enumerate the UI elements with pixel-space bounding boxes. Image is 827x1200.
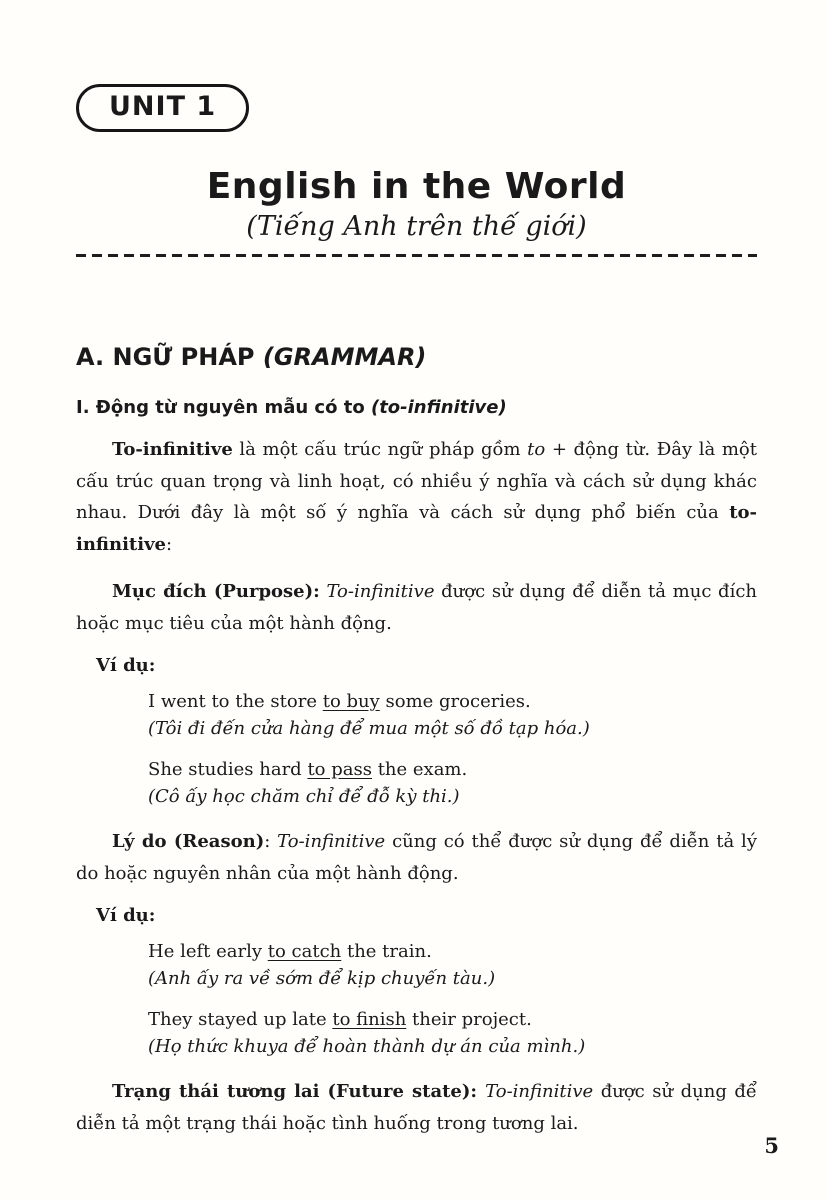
example-key-phrase: to catch	[267, 941, 342, 962]
grammar-heading-text: A. NGỮ PHÁP	[76, 343, 263, 371]
intro-text-3: :	[166, 533, 173, 555]
page-title: English in the World	[206, 166, 627, 207]
example-post: some groceries.	[379, 691, 531, 712]
future-lead: Trạng thái tương lai (Future state):	[112, 1081, 486, 1102]
intro-term: To-infinitive	[112, 439, 233, 460]
example-sentence	[148, 688, 757, 715]
topic-heading-paren: (to-infinitive)	[370, 397, 507, 418]
grammar-heading-paren: (GRAMMAR)	[262, 343, 427, 371]
topic-heading-text: I. Động từ nguyên mẫu có to	[76, 397, 371, 418]
future-text: được sử dụng để diễn tả một trạng thái hoặc tình huống trong tương lai.	[76, 1081, 757, 1134]
example-pair	[148, 688, 757, 742]
intro-paragraph	[76, 434, 757, 560]
example-post: the exam.	[371, 759, 468, 780]
reason-lead: Lý do (Reason)	[112, 831, 265, 852]
unit-badge	[76, 84, 249, 132]
example-translation: (Tôi đi đến cửa hàng để mua một số đồ tạp hóa.)	[148, 718, 590, 739]
example-sentence	[148, 938, 757, 965]
page-subtitle: (Tiếng Anh trên thế giới)	[246, 211, 587, 242]
reason-term: To-infinitive	[277, 831, 386, 852]
example-pre: They stayed up late	[148, 1009, 333, 1030]
example-key-phrase: to buy	[322, 691, 380, 712]
purpose-lead: Mục đích (Purpose):	[112, 581, 320, 602]
dashed-divider	[76, 254, 757, 257]
example-post: their project.	[406, 1009, 532, 1030]
purpose-term: To-infinitive	[319, 581, 435, 602]
example-post: the train.	[341, 941, 432, 962]
future-term: To-infinitive	[485, 1081, 594, 1102]
example-translation: (Anh ấy ra về sớm để kịp chuyến tàu.)	[148, 968, 496, 989]
unit-label: UNIT 1	[109, 91, 217, 122]
example-pair	[148, 756, 757, 810]
grammar-section-heading	[76, 343, 757, 371]
future-state-paragraph	[76, 1076, 757, 1139]
example-pair	[148, 1006, 757, 1060]
purpose-paragraph	[76, 576, 757, 639]
example-pre: I went to the store	[148, 691, 323, 712]
intro-term-2: to-infinitive	[76, 502, 757, 555]
reason-colon: :	[264, 831, 278, 852]
example-pre: He left early	[148, 941, 268, 962]
example-translation: (Họ thức khuya để hoàn thành dự án của mình.)	[148, 1036, 586, 1057]
intro-text-2: + động từ. Đây là một cấu trúc quan trọng và linh hoạt, có nhiều ý nghĩa và cách sử dụng khác nhau. Dưới đây là một số ý nghĩa và cách sử dụng phổ biến của	[76, 439, 758, 523]
example-label-2: Ví dụ:	[96, 905, 156, 926]
example-pre: She studies hard	[148, 759, 308, 780]
intro-text-1: là một cấu trúc ngữ pháp gồm	[232, 439, 528, 460]
example-translation: (Cô ấy học chăm chỉ để đỗ kỳ thi.)	[148, 786, 460, 807]
reason-paragraph	[76, 826, 757, 889]
example-sentence	[148, 756, 757, 783]
example-key-phrase: to pass	[307, 759, 372, 780]
example-pair	[148, 938, 757, 992]
topic-heading	[76, 397, 757, 418]
intro-to-word: to	[527, 439, 546, 460]
purpose-text: được sử dụng để diễn tả mục đích hoặc mục tiêu của một hành động.	[76, 581, 758, 634]
reason-text: cũng có thể được sử dụng để diễn tả lý do hoặc nguyên nhân của một hành động.	[76, 831, 757, 884]
example-key-phrase: to finish	[332, 1009, 407, 1030]
example-label-1: Ví dụ:	[96, 655, 156, 676]
example-sentence	[148, 1006, 757, 1033]
page-number: 5	[764, 1133, 779, 1158]
